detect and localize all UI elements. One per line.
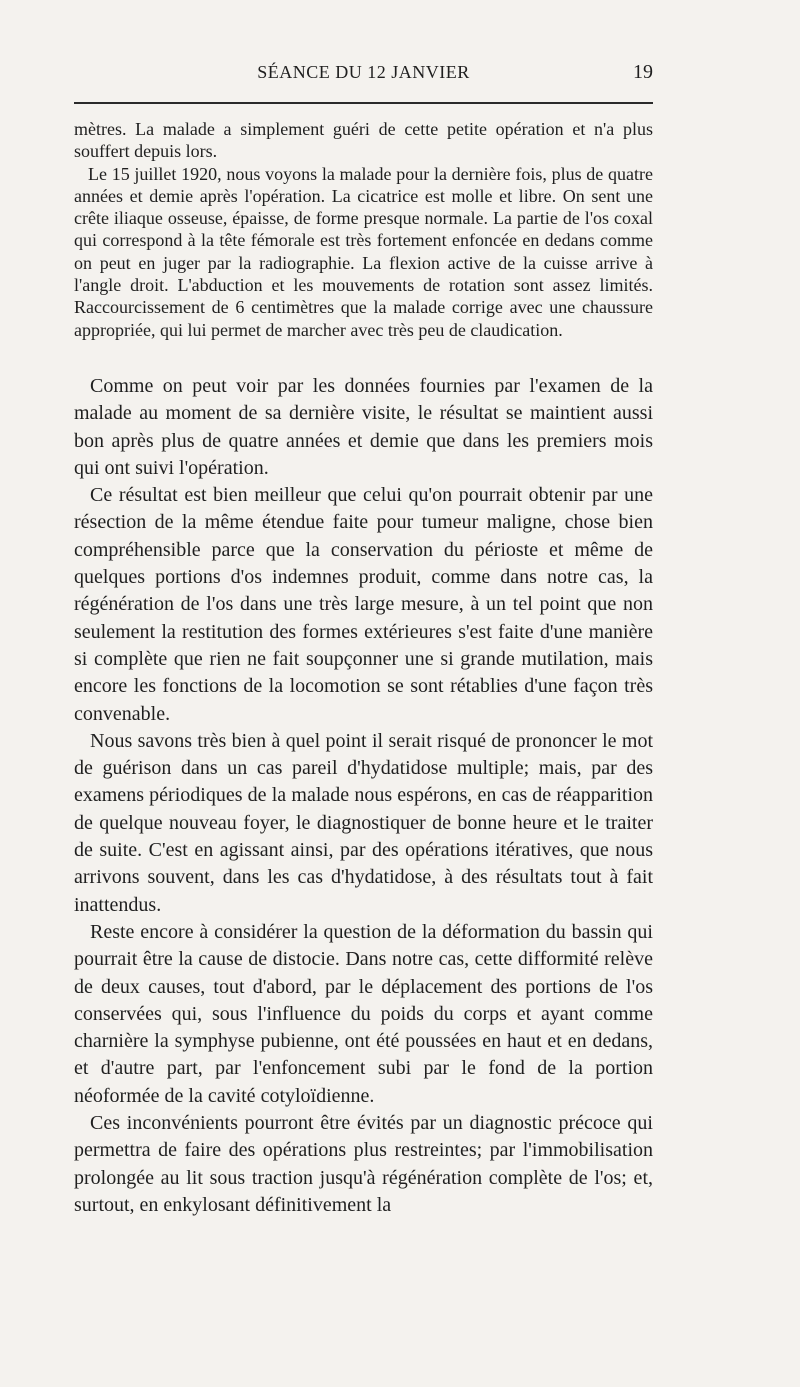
case-report-section [74,118,653,341]
paragraph: Ces inconvénients pourront être évités par un diagnostic précoce qui permettra de faire des opérations plus restreintes; par l'immobilisation prolongée au lit sous traction jusqu'à régénération complète de l'os; et, surtout, en enkylosant définitivement la [74,1111,653,1216]
paragraph: Ce résultat est bien meilleur que celui qu'on pourrait obtenir par une résection de la même étendue faite pour tumeur maligne, chose bien compréhensible parce que la conservation du périoste et même de quelques portions d'os indemnes produit, comme dans notre cas, la régénération de l'os dans une très large mesure, à un tel point que non seulement la restitution des formes extérieures s'est faite d'une manière si complète que rien ne fait soupçonner une si grande mutilation, mais encore les fonctions de la locomotion se sont rétablies d'une façon très convenable. [74,484,653,725]
page-number: 19 [633,61,653,83]
paragraph: Reste encore à considérer la question de la déformation du bassin qui pourrait être la cause de distocie. Dans notre cas, cette difformité relève de deux causes, tout d'abord, par le déplacement des portions de l'os conservées qui, sous l'influence du poids du corps et ayant comme charnière la symphyse pubienne, ont été poussées en haut et en dedans, et d'autre part, par l'enfoncement subi par le fond de la portion néoformée de la cavité cotyloïdienne. [74,920,653,1107]
paragraph: mètres. La malade a simplement guéri de cette petite opération et n'a plus souffert depuis lors. [74,119,653,162]
running-title: SÉANCE DU 12 JANVIER [257,62,470,82]
body-text [74,118,653,1219]
paragraph: Le 15 juillet 1920, nous voyons la malade pour la dernière fois, plus de quatre années et demie après l'opération. La cicatrice est molle et libre. On sent une crête iliaque osseuse, épaisse, de forme presque normale. La partie de l'os coxal qui correspond à la tête fémorale est très fortement enfoncée en dedans comme on peut en juger par la radiographie. La flexion active de la cuisse arrive à l'angle droit. L'abduction et les mouvements de rotation sont assez limités. Raccourcissement de 6 centimètres que la malade corrige avec une chaussure appropriée, qui lui permet de marcher avec très peu de claudication. [74,163,653,340]
header-rule [74,102,653,104]
paragraph: Comme on peut voir par les données fournies par l'examen de la malade au moment de sa dernière visite, le résultat se maintient aussi bon après plus de quatre années et demie que dans les premiers mois qui ont suivi l'opération. [74,374,653,479]
paragraph: Nous savons très bien à quel point il serait risqué de prononcer le mot de guérison dans un cas pareil d'hydatidose multiple; mais, par des examens périodiques de la malade nous espérons, en cas de réapparition de quelque nouveau foyer, le diagnostiquer de bonne heure et le traiter de suite. C'est en agissant ainsi, par des opérations itératives, que nous arrivons souvent, dans les cas d'hydatidose, à des résultats tout à fait inattendus. [74,729,653,916]
discussion-section [74,373,653,1219]
running-head [74,62,653,88]
